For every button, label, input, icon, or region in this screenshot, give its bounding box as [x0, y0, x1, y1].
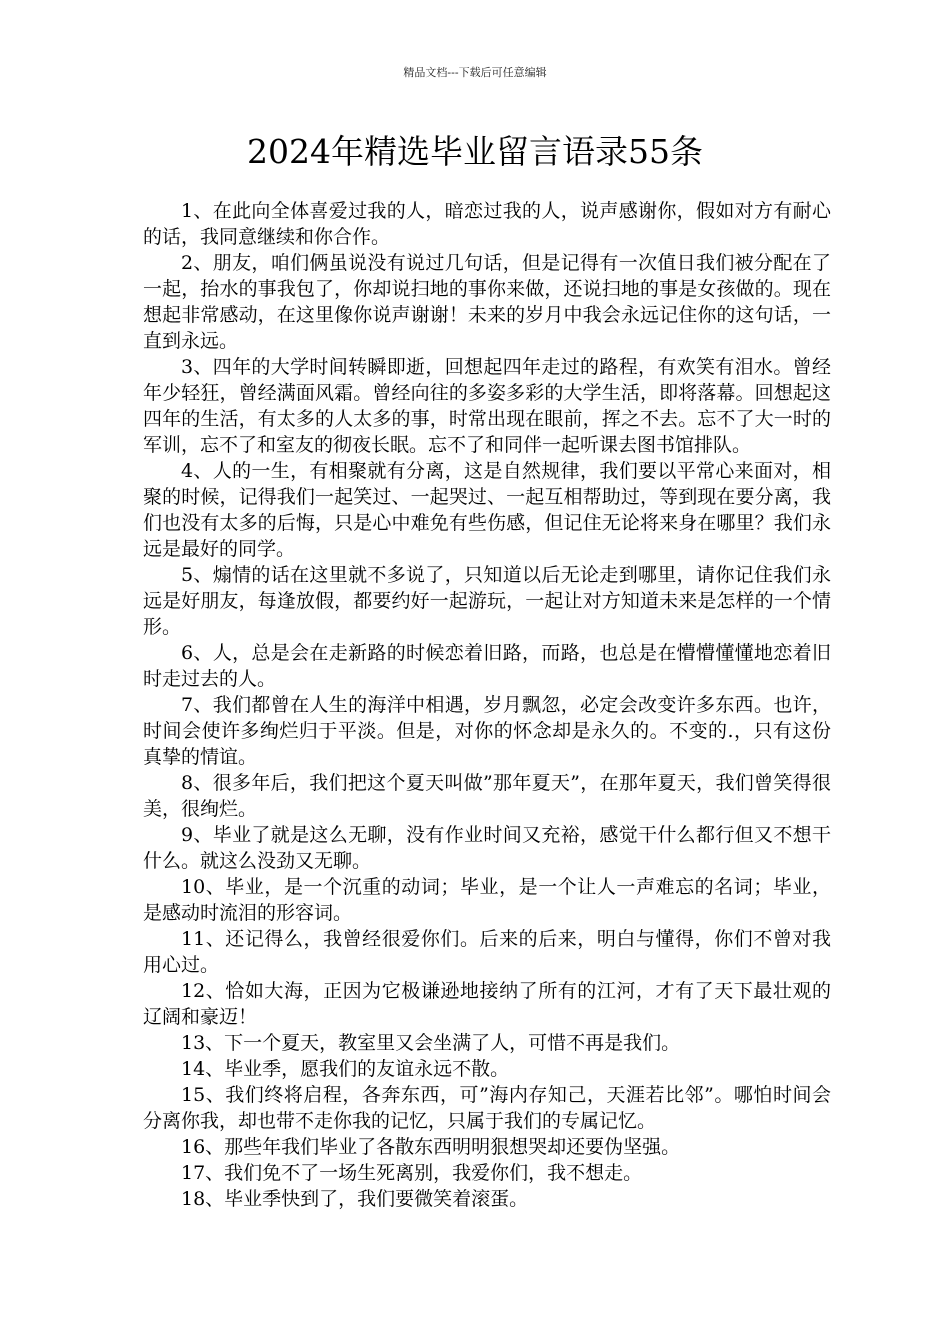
paragraph-5: 5、煽情的话在这里就不多说了，只知道以后无论走到哪里，请你记住我们永远是好朋友，每逢放假，都要约好一起游玩，一起让对方知道未来是怎样的一个情形。 [143, 564, 831, 638]
paragraph-6: 6、人，总是会在走新路的时候恋着旧路，而路，也总是在懵懵懂懂地恋着旧时走过去的人。 [143, 642, 831, 690]
paragraph-18: 18、毕业季快到了，我们要微笑着滚蛋。 [181, 1188, 529, 1210]
paragraph-3: 3、四年的大学时间转瞬即逝，回想起四年走过的路程，有欢笑有泪水。曾经年少轻狂，曾经满面风霜。曾经向往的多姿多彩的大学生活，即将落幕。回想起这四年的生活，有太多的人太多的事，时常出现在眼前，挥之不去。忘不了大一时的军训，忘不了和室友的彻夜长眠。忘不了和同伴一起听课去图书馆排队。 [143, 356, 831, 456]
paragraph-12: 12、恰如大海，正因为它极谦逊地接纳了所有的江河，才有了天下最壮观的辽阔和豪迈！ [143, 980, 831, 1028]
paragraph-16: 16、那些年我们毕业了各散东西明明狠想哭却还要伪坚强。 [181, 1136, 681, 1158]
paragraph-14: 14、毕业季，愿我们的友谊永远不散。 [181, 1058, 510, 1080]
paragraph-7: 7、我们都曾在人生的海洋中相遇，岁月飘忽，必定会改变许多东西。也许，时间会使许多绚烂归于平淡。但是，对你的怀念却是永久的。不变的.，只有这份真挚的情谊。 [143, 694, 831, 768]
page-header: 精品文档---下载后可任意编辑 [403, 66, 547, 79]
paragraph-10: 10、毕业，是一个沉重的动词；毕业，是一个让人一声难忘的名词；毕业，是感动时流泪的形容词。 [143, 876, 831, 924]
paragraph-13: 13、下一个夏天，教室里又会坐满了人，可惜不再是我们。 [181, 1032, 681, 1054]
paragraph-11: 11、还记得么，我曾经很爱你们。后来的后来，明白与懂得，你们不曾对我用心过。 [143, 928, 831, 976]
document-title: 2024年精选毕业留言语录55条 [247, 132, 703, 171]
paragraph-15: 15、我们终将启程，各奔东西，可”海内存知己，天涯若比邻”。哪怕时间会分离你我，却也带不走你我的记忆，只属于我们的专属记忆。 [143, 1084, 831, 1132]
document-body [143, 198, 831, 1212]
paragraph-4: 4、人的一生，有相聚就有分离，这是自然规律，我们要以平常心来面对，相聚的时候，记得我们一起笑过、一起哭过、一起互相帮助过，等到现在要分离，我们也没有太多的后悔，只是心中难免有些伤感，但记住无论将来身在哪里？我们永远是最好的同学。 [143, 460, 831, 560]
paragraph-9: 9、毕业了就是这么无聊，没有作业时间又充裕，感觉干什么都行但又不想干什么。就这么没劲又无聊。 [143, 824, 831, 872]
paragraph-17: 17、我们免不了一场生死离别，我爱你们，我不想走。 [181, 1162, 643, 1184]
paragraph-1: 1、在此向全体喜爱过我的人，暗恋过我的人，说声感谢你，假如对方有耐心的话，我同意继续和你合作。 [143, 200, 831, 248]
paragraph-2: 2、朋友，咱们俩虽说没有说过几句话，但是记得有一次值日我们被分配在了一起，抬水的事我包了，你却说扫地的事你来做，还说扫地的事是女孩做的。现在想起非常感动，在这里像你说声谢谢！未来的岁月中我会永远记住你的这句话，一直到永远。 [143, 252, 831, 352]
paragraph-8: 8、很多年后，我们把这个夏天叫做”那年夏天”，在那年夏天，我们曾笑得很美，很绚烂。 [143, 772, 831, 820]
